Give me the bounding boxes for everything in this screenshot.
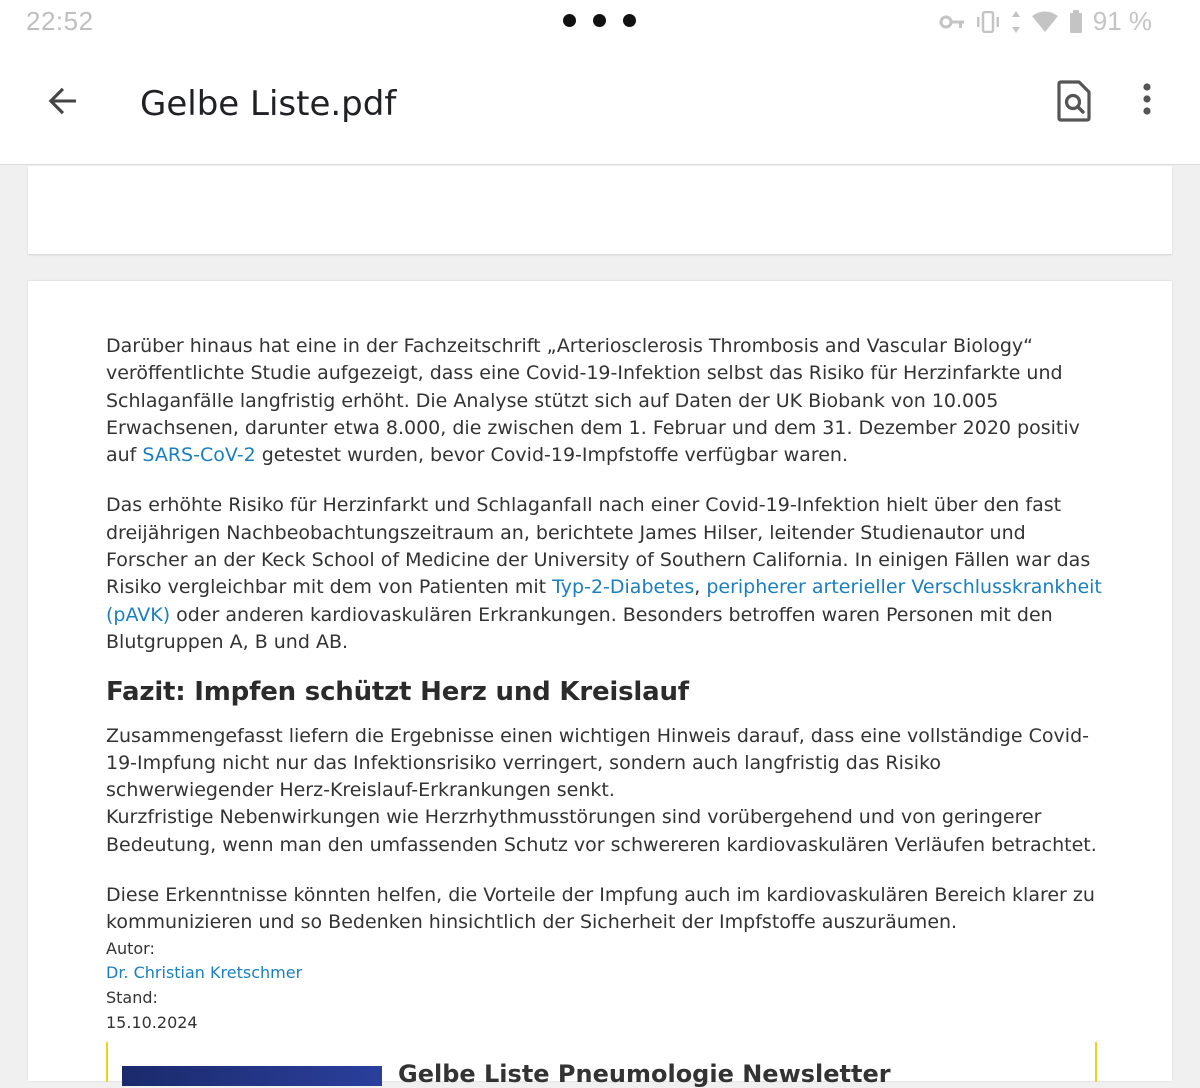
date-value: 15.10.2024 [106,1012,198,1032]
back-arrow-icon[interactable] [40,78,86,124]
battery-icon [1069,10,1083,34]
pdf-page-previous [28,166,1172,254]
paragraph-text: oder anderen kardiovaskulären Erkrankungen. Besonders betroffen waren Personen mit den Blutgruppen A, B und AB. [106,603,1053,653]
wifi-icon [1031,11,1059,33]
author-link[interactable]: Dr. Christian Kretschmer [106,963,303,983]
status-bar [0,0,1200,44]
find-in-page-icon[interactable] [1054,78,1094,124]
paragraph-text: getestet wurden, bevor Covid-19-Impfstoffe verfügbar waren. [255,444,848,467]
more-vert-icon[interactable] [1132,78,1162,124]
article-meta [106,937,1106,1036]
link-typ-2-diabetes[interactable]: Typ-2-Diabetes [552,576,695,599]
vibrate-icon [975,11,1001,33]
status-dots-icon [563,14,636,27]
newsletter-title: Gelbe Liste Pneumologie Newsletter [398,1060,891,1088]
link-pavk[interactable]: peripherer arterieller Verschlusskrankheit (pAVK) [106,576,1102,626]
date-label: Stand: [106,988,158,1008]
paragraph [106,492,1106,656]
paragraph [106,333,1106,469]
vpn-key-icon [939,14,965,30]
status-icons [939,6,1152,37]
paragraph-text: Darüber hinaus hat eine in der Fachzeitschrift „Arteriosclerosis Thrombosis and Vascular Biology“ veröffentlichte Studie aufgezeigt, dass eine Covid-19-Infektion selbst das Risiko für Herzinfarkte und Schlaganfälle langfristig erhöht. Die Analyse stützt sich auf Daten der UK Biobank von 10.005 Erwachsenen, darunter etwa 8.000, die zwischen dem 1. Februar und dem 31. Dezember 2020 positiv auf [106,335,1080,467]
status-time: 22:52 [26,6,94,36]
section-heading: Fazit: Impfen schützt Herz und Kreislauf [106,677,689,708]
battery-level: 91 % [1092,6,1152,36]
newsletter-image [122,1066,382,1086]
document-title: Gelbe Liste.pdf [140,84,397,124]
paragraph: Zusammengefasst liefern die Ergebnisse einen wichtigen Hinweis darauf, dass eine vollständige Covid-19-Impfung nicht nur das Infektionsrisiko verringert, sondern auch langfristig das Risiko schwerwiegender Herz-Kreislauf-Erkrankungen senkt. [106,724,1089,802]
newsletter-box[interactable] [106,1042,1097,1088]
link-sars-cov-2[interactable]: SARS-CoV-2 [142,444,256,467]
page-content [106,333,1106,1035]
paragraph-text: Das erhöhte Risiko für Herzinfarkt und Schlaganfall nach einer Covid-19-Infektion hielt über den fast dreijährigen Nachbeobachtungszeitraum an, berichtete James Hilser, leitender Studienautor und Forscher an der Keck School of Medicine der University of Southern California. In einigen Fällen war das Risiko vergleichbar mit dem von Patienten mit [106,494,1091,599]
app-bar [0,44,1200,165]
data-arrows-icon [1011,10,1021,34]
author-label: Autor: [106,938,155,958]
paragraph: Diese Erkenntnisse könnten helfen, die Vorteile der Impfung auch im kardiovaskulären Bereich klarer zu kommunizieren und so Bedenken hinsichtlich der Sicherheit der Impfstoffe auszuräumen. [106,884,1095,934]
paragraph-text: , [694,576,707,599]
paragraph: Kurzfristige Nebenwirkungen wie Herzrhythmusstörungen sind vorübergehend und von geringerer Bedeutung, wenn man den umfassenden Schutz vor schwereren kardiovaskulären Verläufen betrachtet. [106,806,1097,856]
